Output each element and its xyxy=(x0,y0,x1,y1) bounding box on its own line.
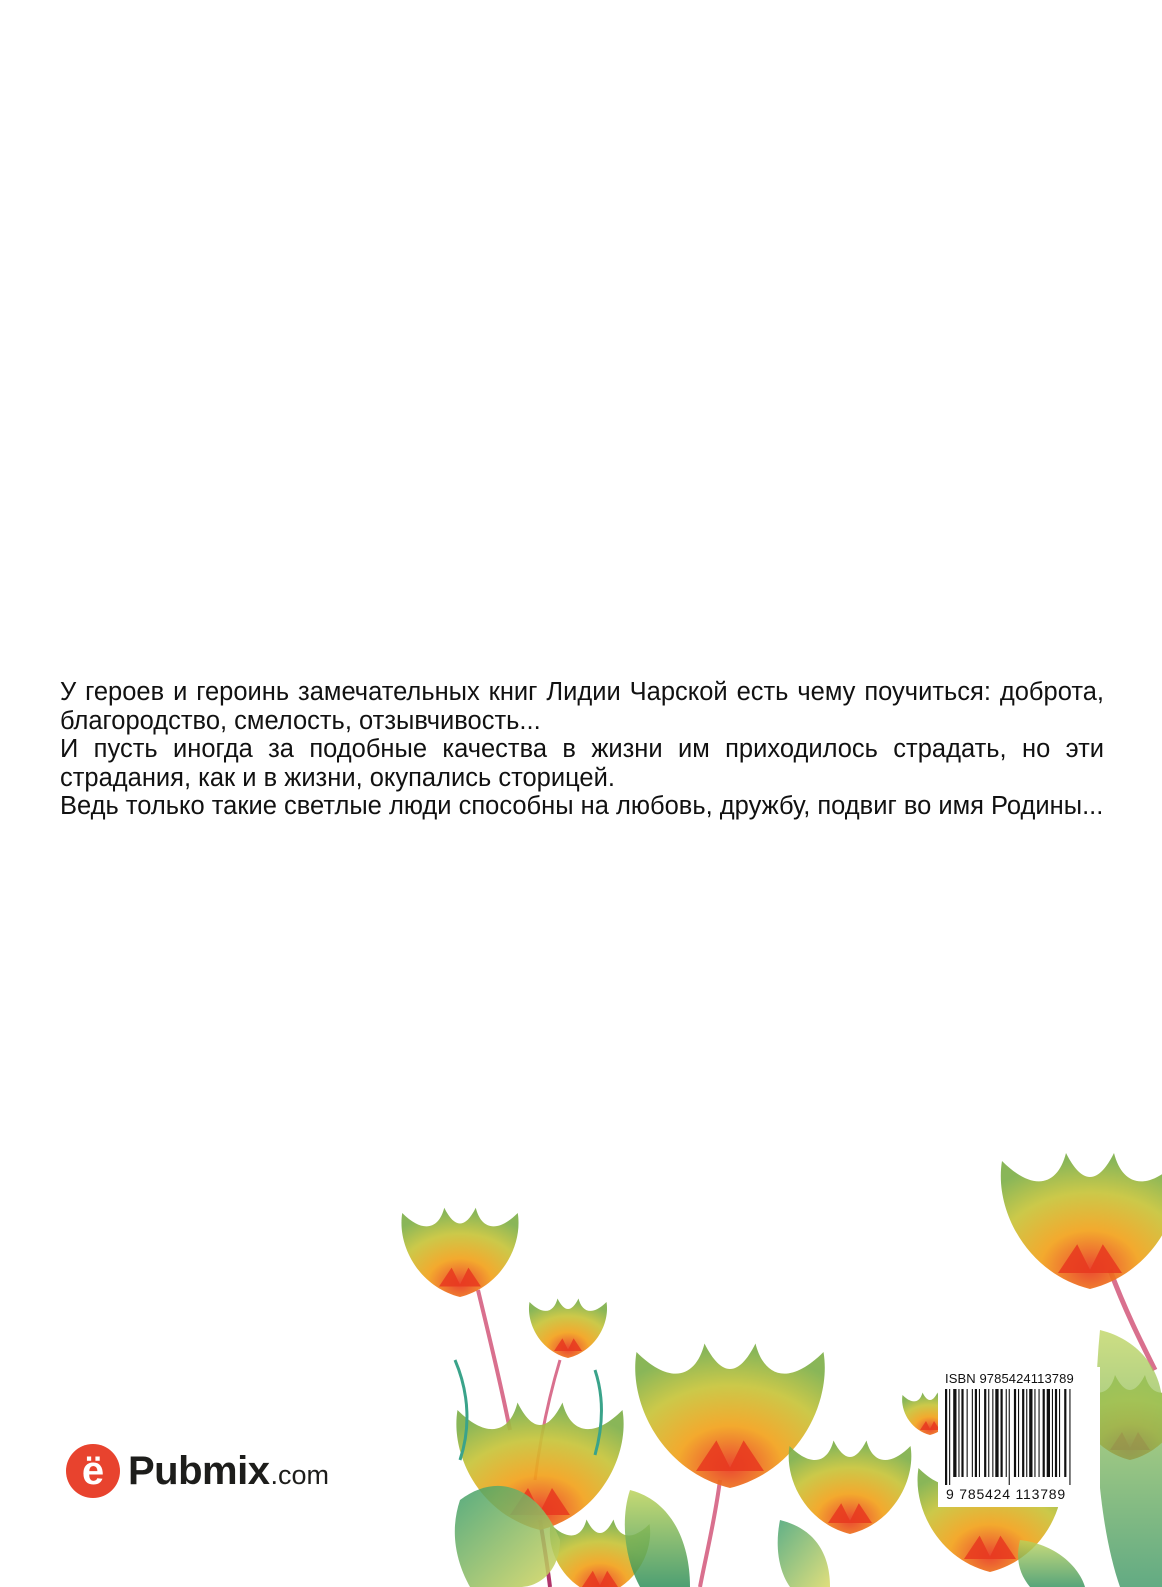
barcode-bar xyxy=(1052,1389,1053,1477)
barcode-bar xyxy=(979,1389,980,1477)
barcode-bar xyxy=(1026,1389,1027,1477)
barcode-bar xyxy=(1034,1389,1035,1477)
barcode-icon xyxy=(943,1389,1095,1485)
barcode-bar xyxy=(1043,1389,1045,1477)
barcode-bar xyxy=(1047,1389,1050,1477)
blurb-paragraph-1: У героев и героинь замечательных книг Лидии Чарской есть чему поучиться: доброта, благородство, смелость, отзывчивость... xyxy=(60,678,1104,735)
barcode-bar xyxy=(1069,1389,1070,1485)
isbn-label: ISBN 9785424113789 xyxy=(945,1371,1074,1386)
blurb-paragraph-3: Ведь только такие светлые люди способны на любовь, дружбу, подвиг во имя Родины... xyxy=(60,792,1104,820)
barcode-bar xyxy=(1022,1389,1024,1477)
barcode-bar xyxy=(953,1389,956,1477)
barcode-bar xyxy=(1014,1389,1016,1477)
blurb-text xyxy=(60,678,1104,821)
barcode-bar xyxy=(961,1389,963,1477)
barcode-bar xyxy=(1001,1389,1003,1477)
barcode-bar xyxy=(988,1389,989,1477)
barcode-bar xyxy=(984,1389,986,1477)
barcode-bar xyxy=(949,1389,950,1485)
barcode-bar xyxy=(1018,1389,1019,1477)
barcode-bar xyxy=(945,1389,947,1485)
publisher-domain: .com xyxy=(270,1459,329,1490)
barcode-bar xyxy=(958,1389,959,1477)
barcode-bar xyxy=(992,1389,993,1477)
barcode-bar xyxy=(1006,1389,1007,1477)
barcode-bar xyxy=(1055,1389,1057,1477)
blurb-paragraph-2: И пусть иногда за подобные качества в жизни им приходилось страдать, но эти страдания, как и в жизни, окупались сторицей. xyxy=(60,735,1104,792)
isbn-digits: 9 785424 113789 xyxy=(946,1486,1066,1502)
barcode-bar xyxy=(1029,1389,1032,1477)
barcode-bar xyxy=(975,1389,977,1477)
publisher-name: Pubmix xyxy=(128,1448,270,1493)
barcode-bar xyxy=(967,1389,968,1477)
barcode-bar xyxy=(1059,1389,1060,1477)
isbn-barcode-block xyxy=(938,1367,1100,1507)
publisher-logo xyxy=(66,1443,329,1499)
barcode-bar xyxy=(1009,1389,1010,1485)
barcode-bar xyxy=(995,1389,998,1477)
barcode-bar xyxy=(1064,1389,1066,1477)
publisher-logo-icon: ё xyxy=(66,1444,120,1498)
barcode-bar xyxy=(972,1389,973,1477)
barcode-bar xyxy=(1039,1389,1040,1477)
